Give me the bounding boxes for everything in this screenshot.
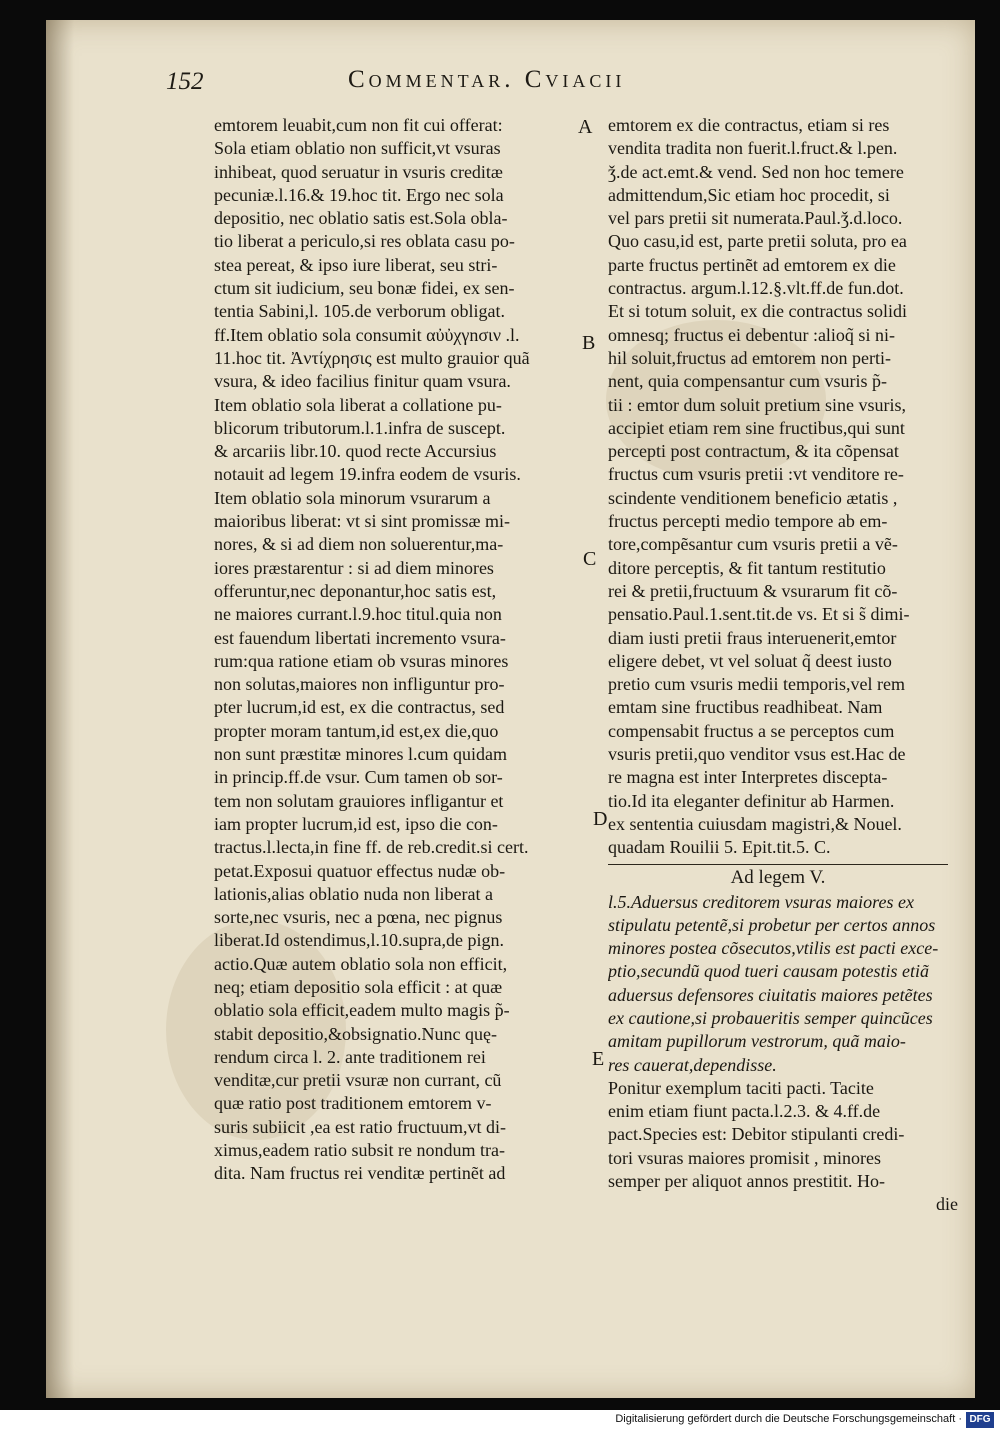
text-line: vsura, & ideo facilius finitur quam vsura. [214, 371, 511, 392]
text-line: contractus. argum.l.12.§.vlt.ff.de fun.dot. [608, 278, 904, 299]
text-line: quadam Rouilii 5. Epit.tit.5. C. [608, 837, 831, 858]
commentary-line: enim etiam fiunt pacta.l.2.3. & 4.ff.de [608, 1101, 881, 1122]
running-title: Commentar. Cviacii [348, 66, 626, 93]
dfg-logo: DFG [966, 1412, 994, 1428]
text-line: inhibeat, quod seruatur in vsuris creditæ [214, 161, 503, 182]
margin-letter-c: C [583, 548, 597, 570]
law-text-line: ptio,secundũ quod tueri causam potestis etiã [608, 961, 929, 982]
text-line: accipiet etiam rem sine fructibus,qui sunt [608, 417, 905, 438]
law-text-line: minores postea cõsecutos,vtilis est pacti exce- [608, 938, 939, 959]
text-line: iam propter lucrum,id est, ipso die con- [214, 813, 498, 834]
text-line: fructus cum vsuris pretii :vt venditore re- [608, 464, 904, 485]
text-line: pretio cum vsuris medii temporis,vel rem [608, 674, 905, 695]
text-line: ditore perceptis, & fit tantum restitutio [608, 557, 886, 578]
text-line: tio liberat a periculo,si res oblata casu po- [214, 231, 515, 252]
law-text-line: stipulatu petentẽ,si probetur per certos annos [608, 914, 936, 935]
page-header [166, 66, 806, 100]
section-title: Ad legem V. [608, 864, 948, 891]
text-line: maioribus liberat: vt si sint promissæ mi- [214, 511, 510, 532]
text-line: vel pars pretii sit numerata.Paul.ǯ.d.loco. [608, 208, 903, 229]
text-line: liberat.Id ostendimus,l.10.supra,de pign. [214, 930, 504, 951]
text-line: admittendum,Sic etiam hoc procedit, si [608, 184, 890, 205]
margin-letter-b: B [582, 332, 596, 354]
text-line: oblatio sola efficit,eadem multo magis p̃- [214, 1000, 510, 1021]
right-column-body [608, 114, 970, 860]
right-column [608, 114, 970, 1217]
text-line: propter moram tantum,id est,ex die,quo [214, 720, 499, 741]
text-line: Et si totum soluit, ex die contractus solidi [608, 301, 907, 322]
text-line: emtam sine fructibus readhibeat. Nam [608, 697, 883, 718]
text-line: dita. Nam fructus rei venditæ pertinẽt ad [214, 1163, 506, 1184]
text-line: parte fructus pertinẽt ad emtorem ex die [608, 254, 896, 275]
text-line: actio.Quæ autem oblatio sola non efficit, [214, 953, 508, 974]
text-line: rei & pretii,fructuum & vsurarum fit cõ- [608, 580, 898, 601]
text-line: ff.Item oblatio sola consumit αὐὐχγnσιν .l. [214, 324, 520, 345]
text-line: percepti post contractum, & ita cõpensat [608, 441, 899, 462]
text-line: hil soluit,fructus ad emtorem non perti- [608, 347, 891, 368]
left-column [214, 114, 574, 1186]
commentary-line: tori vsuras maiores promisit , minores [608, 1147, 881, 1168]
footer-text: Digitalisierung gefördert durch die Deutsche Forschungsgemeinschaft · [615, 1413, 962, 1425]
text-line: eligere debet, vt vel soluat q̃ deest iusto [608, 650, 892, 671]
law-text-line: res cauerat,dependisse. [608, 1054, 777, 1075]
text-line: compensabit fructus a se perceptos cum [608, 720, 895, 741]
text-line: ex sententia cuiusdam magistri,& Nouel. [608, 813, 902, 834]
text-line: venditæ,cur pretii vsuræ non currant, cũ [214, 1070, 502, 1091]
text-line: vsuris pretii,quo venditor vsus est.Hac de [608, 744, 906, 765]
text-line: tentia Sabini,l. 105.de verborum obligat. [214, 301, 505, 322]
text-line: stea pereat, & ipso iure liberat, seu stri- [214, 254, 498, 275]
text-line: Item oblatio sola liberat a collatione pu- [214, 394, 502, 415]
text-line: tio.Id ita eleganter definitur ab Harmen. [608, 790, 895, 811]
text-line: offeruntur,nec deponantur,hoc satis est, [214, 580, 497, 601]
text-line: in princip.ff.de vsur. Cum tamen ob sor- [214, 767, 503, 788]
text-line: depositio, nec oblatio satis est.Sola obla- [214, 208, 508, 229]
text-line: tii : emtor dum soluit pretium sine vsuris, [608, 394, 906, 415]
gutter-shadow [46, 20, 74, 1398]
text-line: blicorum tributorum.l.1.infra de suscept. [214, 417, 506, 438]
text-line: neq; etiam depositio sola efficit : at quæ [214, 976, 503, 997]
text-line: lationis,alias oblatio nuda non liberat a [214, 883, 493, 904]
text-line: vendita tradita non fuerit.l.fruct.& l.pen. [608, 138, 898, 159]
text-line: pter lucrum,id est, ex die contractus, sed [214, 697, 505, 718]
text-line: iores præstarentur : si ad diem minores [214, 557, 494, 578]
text-line: non sunt præstitæ minores l.cum quidam [214, 744, 507, 765]
text-line: fructus percepti medio tempore ab em- [608, 511, 888, 532]
margin-letter-d: D [593, 808, 608, 830]
text-line: emtorem ex die contractus, etiam si res [608, 115, 890, 135]
text-line: ximus,eadem ratio subsit re nondum tra- [214, 1140, 505, 1161]
text-line: re magna est inter Interpretes discepta- [608, 767, 888, 788]
text-line: nores, & si ad diem non soluerentur,ma- [214, 534, 504, 555]
text-line: diam iusti pretii fraus interuenerit,emtor [608, 627, 897, 648]
text-line: quæ ratio post traditionem emtorem v- [214, 1093, 492, 1114]
commentary-line: semper per aliquot annos prestitit. Ho- [608, 1171, 885, 1192]
text-line: petat.Exposui quatuor effectus nudæ ob- [214, 860, 506, 881]
text-line: ctum sit iudicium, seu bonæ fidei, ex sen- [214, 278, 515, 299]
text-line: sorte,nec vsuris, nec a pœna, nec pignus [214, 907, 503, 928]
text-line: rum:qua ratione etiam ob vsuras minores [214, 650, 509, 671]
text-line: & arcariis libr.10. quod recte Accursius [214, 441, 497, 462]
commentary-line: Ponitur exemplum taciti pacti. Tacite [608, 1077, 874, 1098]
text-line: ne maiores currant.l.9.hoc titul.quia non [214, 604, 502, 625]
commentary-line: pact.Species est: Debitor stipulanti credi- [608, 1124, 905, 1145]
footer-bar [0, 1410, 1000, 1431]
text-line: non solutas,maiores non infliguntur pro- [214, 674, 505, 695]
text-line: tem non solutam grauiores infligantur et [214, 790, 504, 811]
text-line: scindente venditionem beneficio ætatis , [608, 487, 898, 508]
text-line: emtorem leuabit,cum non fit cui offerat: [214, 115, 503, 135]
margin-letter-e: E [592, 1048, 605, 1070]
text-line: tractus.l.lecta,in fine ff. de reb.credit.si cert. [214, 837, 529, 858]
page-number: 152 [166, 68, 204, 95]
text-line: notauit ad legem 19.infra eodem de vsuris. [214, 464, 521, 485]
law-text-line: l.5.Aduersus creditorem vsuras maiores ex [608, 891, 914, 912]
law-text [608, 891, 970, 1077]
text-line: tore,compẽsantur cum vsuris pretii a vẽ- [608, 534, 898, 555]
margin-letter-a: A [578, 116, 593, 138]
text-line: nent, quia compensantur cum vsuris p̃- [608, 371, 887, 392]
catchword: die [936, 1194, 958, 1215]
law-text-line: aduersus defensores ciuitatis maiores petẽtes [608, 984, 933, 1005]
text-line: pensatio.Paul.1.sent.tit.de vs. Et si s̃ dimi- [608, 604, 910, 625]
text-line: omnesq; fructus ei debentur :alioq̃ si ni- [608, 324, 895, 345]
law-text-line: ex cautione,si probaueritis semper quincũces [608, 1007, 933, 1028]
law-text-line: amitam pupillorum vestrorum, quã maio- [608, 1031, 906, 1052]
text-line: est fauendum libertati incremento vsura- [214, 627, 506, 648]
text-line: 11.hoc tit. Ἀντίχρησις est multo grauior quã [214, 347, 530, 368]
text-line: ǯ.de act.emt.& vend. Sed non hoc temere [608, 161, 904, 182]
text-line: Quo casu,id est, parte pretii soluta, pro ea [608, 231, 907, 252]
text-line: rendum circa l. 2. ante traditionem rei [214, 1046, 486, 1067]
text-line: suris subiicit ,ea est ratio fructuum,vt di- [214, 1116, 506, 1137]
commentary [608, 1077, 970, 1193]
text-line: Item oblatio sola minorum vsurarum a [214, 487, 491, 508]
text-line: Sola etiam oblatio non sufficit,vt vsuras [214, 138, 501, 159]
text-line: stabit depositio,&obsignatio.Nunc quę- [214, 1023, 497, 1044]
text-line: pecuniæ.l.16.& 19.hoc tit. Ergo nec sola [214, 184, 504, 205]
